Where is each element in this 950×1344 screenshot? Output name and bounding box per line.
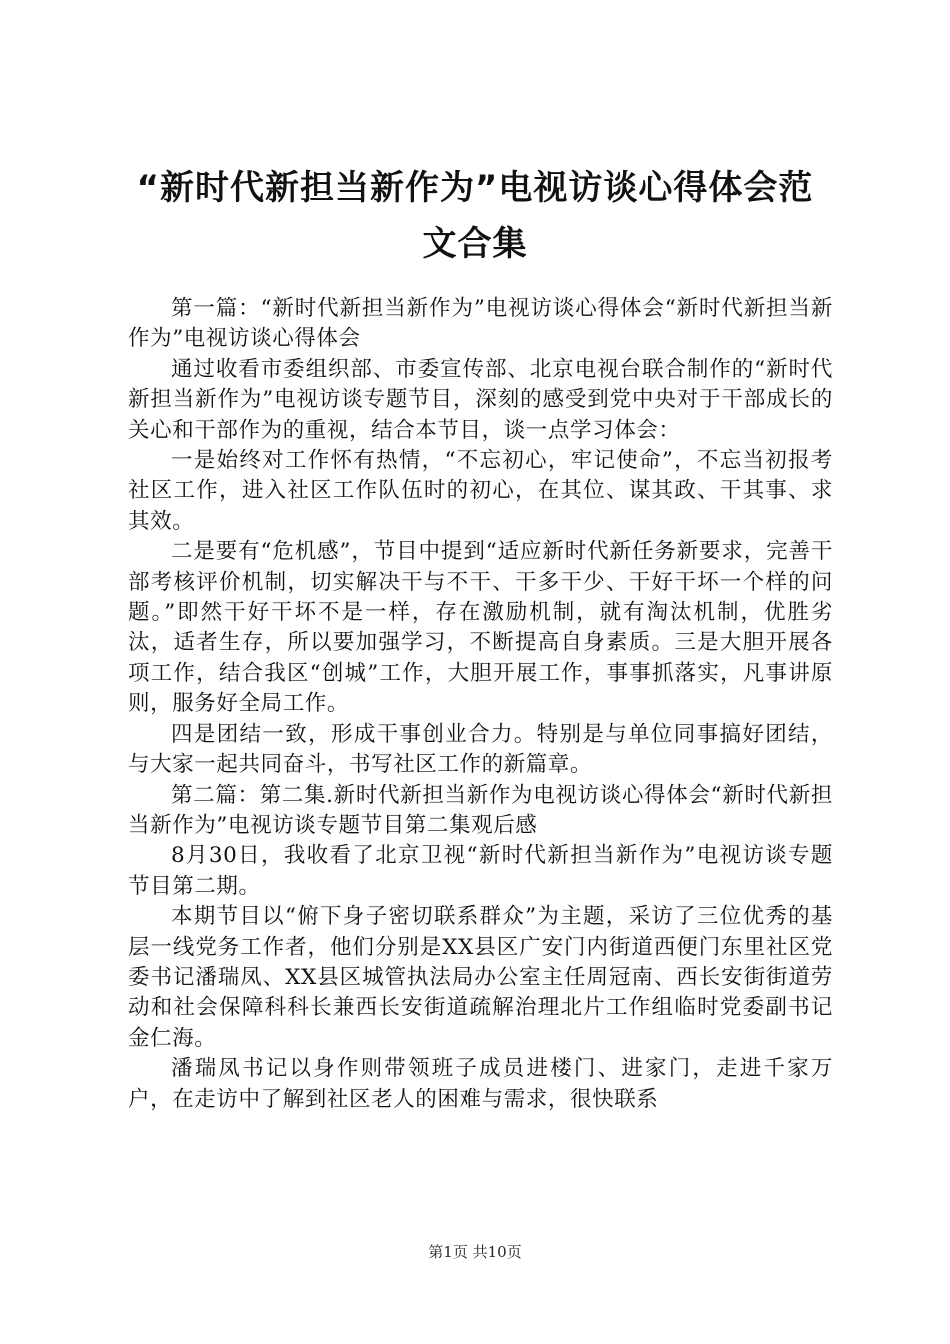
paragraph: 二是要有“危机感”，节目中提到“适应新时代新任务新要求，完善干部考核评价机制，切实解决干与不干、干多干少、干好干坏一个样的问题。”即然干好干坏不是一样，存在激励机制，就有淘汰机制，优胜劣汰，适者生存，所以要加强学习，不断提高自身素质。三是大胆开展各项工作，结合我区“创城”工作，大胆开展工作，事事抓落实，凡事讲原则，服务好全局工作。 [128,539,833,717]
title-line-1: “新时代新担当新作为”电视访谈心得体会范 [136,168,814,208]
paragraph: 8月30日，我收看了北京卫视“新时代新担当新作为”电视访谈专题节目第二期。 [128,843,833,899]
paragraph: 一是始终对工作怀有热情，“不忘初心，牢记使命”，不忘当初报考社区工作，进入社区工作队伍时的初心，在其位、谋其政、干其事、求其效。 [128,448,833,534]
document-title [120,160,830,272]
page-footer: 第1页 共10页 [428,1243,522,1261]
document-body [128,294,833,1115]
paragraph: 四是团结一致，形成干事创业合力。特别是与单位同事搞好团结，与大家一起共同奋斗，书写社区工作的新篇章。 [128,721,833,778]
paragraph: 第二篇：第二集.新时代新担当新作为电视访谈心得体会“新时代新担当新作为”电视访谈专题节目第二集观后感 [128,782,833,838]
paragraph: 通过收看市委组织部、市委宣传部、北京电视台联合制作的“新时代新担当新作为”电视访谈专题节目，深刻的感受到党中央对于干部成长的关心和干部作为的重视，结合本节目，谈一点学习体会： [128,356,833,443]
paragraph: 本期节目以“俯下身子密切联系群众”为主题，采访了三位优秀的基层一线党务工作者，他们分别是XX县区广安门内街道西便门东里社区党委书记潘瑞凤、XX县区城管执法局办公室主任周冠南、西长安街街道劳动和社会保障科科长兼西长安街道疏解治理北片工作组临时党委副书记金仁海。 [128,904,833,1051]
title-line-2: 文合集 [422,224,528,264]
paragraph: 第一篇：“新时代新担当新作为”电视访谈心得体会“新时代新担当新作为”电视访谈心得体会 [128,296,833,352]
paragraph: 潘瑞凤书记以身作则带领班子成员进楼门、进家门，走进千家万户，在走访中了解到社区老人的困难与需求，很快联系 [128,1056,833,1112]
